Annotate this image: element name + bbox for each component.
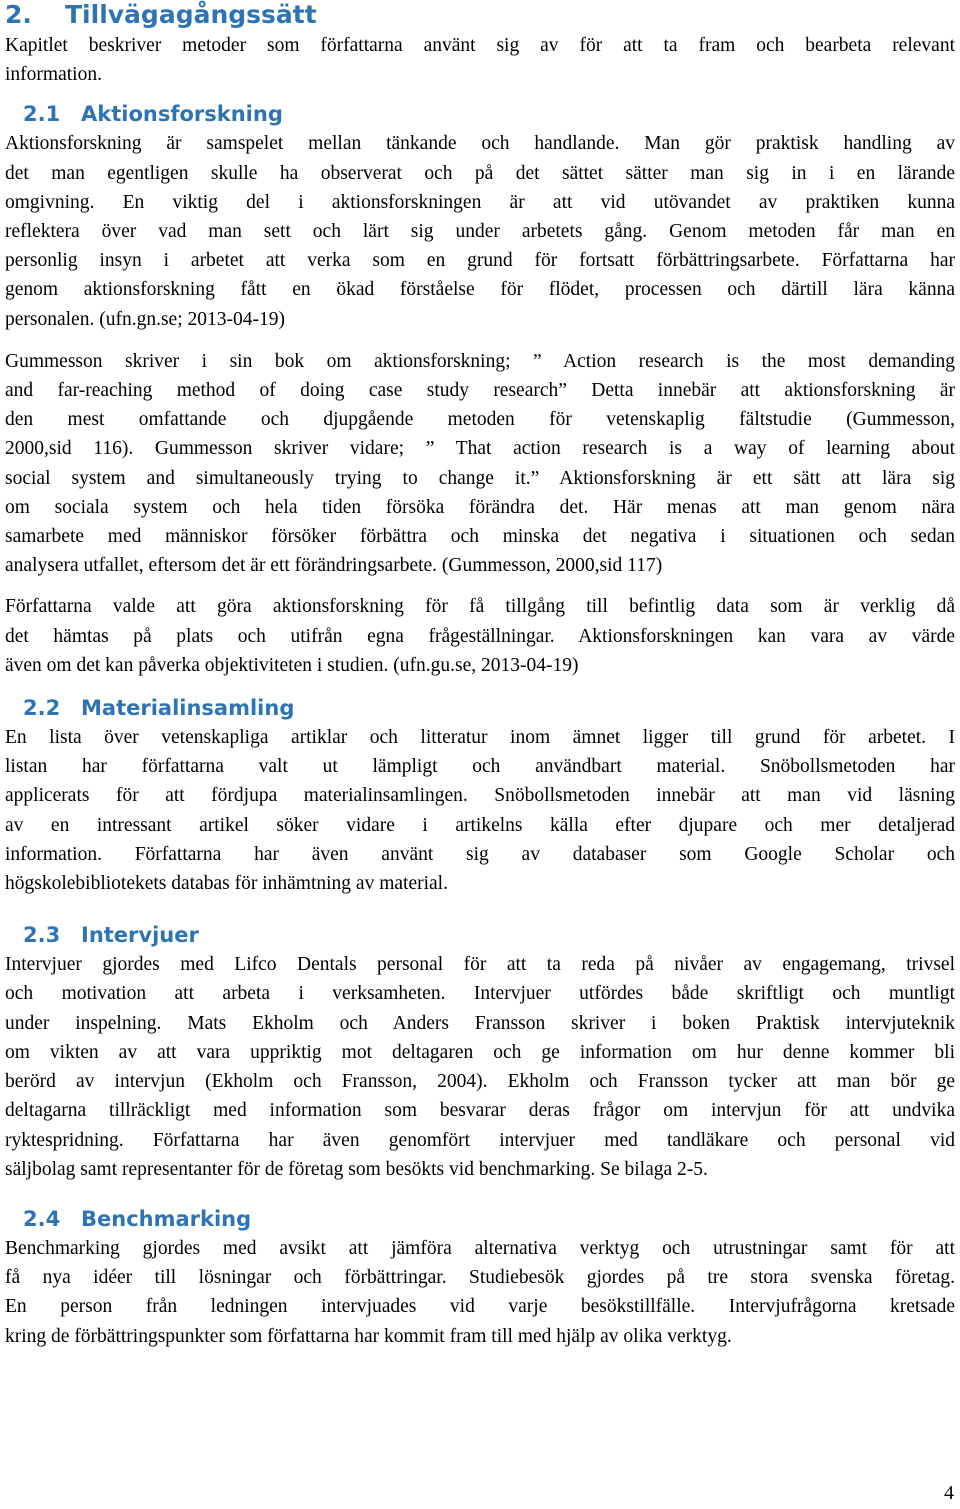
text-line: personalen. (ufn.gn.se; 2013-04-19) [5, 308, 285, 330]
paragraph [5, 723, 955, 898]
text-line: deltagarna tillräckligt med information som besvarar deras frågor om intervjun för att undvika [5, 1100, 955, 1122]
section-title: Benchmarking [81, 1206, 252, 1231]
text-line: information. Författarna har även använt sig av databaser som Google Scholar och [5, 843, 955, 865]
paragraph [5, 129, 955, 333]
text-line: om vikten av att vara uppriktig mot deltagaren och ge information om hur denne kommer bli [5, 1041, 955, 1063]
text-line: högskolebibliotekets databas för inhämtning av material. [5, 873, 448, 895]
paragraph [5, 347, 955, 581]
text-line: genom aktionsforskning fått en ökad förståelse för flödet, processen och därtill lära känna [5, 279, 955, 301]
section-heading-materialinsamling [5, 693, 955, 723]
text-line: and far-reaching method of doing case study research” Detta innebär att aktionsforskning är [5, 380, 955, 402]
document-page [5, 0, 955, 1351]
text-line: Kapitlet beskriver metoder som författarna använt sig av för att ta fram och bearbeta relevant [5, 35, 955, 56]
text-line: berörd av intervjun (Ekholm och Fransson, 2004). Ekholm och Fransson tycker att man bör ge [5, 1071, 955, 1093]
text-line: Författarna valde att göra aktionsforskning för få tillgång till befintlig data som är verklig då [5, 596, 955, 618]
text-line: få nya idéer till lösningar och förbättringar. Studiebesök gjordes på tre stora svenska företag. [5, 1267, 955, 1289]
section-heading-aktionsforskning [5, 99, 955, 129]
text-line: Aktionsforskning är samspelet mellan tänkande och handlande. Man gör praktisk handling av [5, 133, 955, 155]
text-line: En lista över vetenskapliga artiklar och litteratur inom ämnet ligger till grund för arbetet. I [5, 727, 955, 749]
text-line: under inspelning. Mats Ekholm och Anders Fransson skriver i boken Praktisk intervjuteknik [5, 1012, 955, 1034]
text-line: applicerats för att fördjupa materialinsamlingen. Snöbollsmetoden innebär att man vid läsning [5, 785, 955, 807]
text-line: av en intressant artikel söker vidare i artikelns källa efter djupare och mer detaljerad [5, 814, 955, 836]
text-line: personlig insyn i arbetet att verka som en grund för fortsatt förbättringsarbete. Författarna har [5, 250, 955, 272]
chapter-heading [5, 0, 955, 29]
text-line: reflektera över vad man sett och lärt sig under arbetets gång. Genom metoden får man en [5, 221, 955, 243]
paragraph [5, 950, 955, 1184]
section-title: Intervjuer [81, 923, 199, 948]
section-title: Aktionsforskning [81, 102, 283, 127]
intro-paragraph [5, 31, 955, 89]
text-line: om sociala system och hela tiden försöka förändra det. Här menas att man genom nära [5, 496, 955, 518]
text-line: ryktespridning. Författarna har även genomfört intervjuer med tandläkare och personal vid [5, 1129, 955, 1151]
text-line: den mest omfattande och djupgående metoden för vetenskaplig fältstudie (Gummesson, [5, 409, 955, 431]
section-heading-benchmarking [5, 1204, 955, 1234]
text-line: det man egentligen skulle ha observerat och på det sättet sätter man sig in i en lärande [5, 162, 955, 184]
text-line: Gummesson skriver i sin bok om aktionsforskning; ” Action research is the most demanding [5, 350, 955, 372]
text-line: omgivning. En viktig del i aktionsforskningen är att vid utövandet av praktiken kunna [5, 191, 955, 213]
text-line: information. [5, 64, 102, 86]
text-line: och motivation att arbeta i verksamheten. Intervjuer utfördes både skriftligt och muntligt [5, 983, 955, 1005]
text-line: samarbete med människor försöker förbättra och minska det negativa i situationen och sedan [5, 526, 955, 548]
section-number: 2.1 [23, 102, 61, 127]
paragraph [5, 592, 955, 680]
text-line: 2000,sid 116). Gummesson skriver vidare; ” That action research is a way of learning about [5, 438, 955, 460]
section-number: 2.4 [23, 1206, 61, 1231]
text-line: Intervjuer gjordes med Lifco Dentals personal för att ta reda på nivåer av engagemang, trivsel [5, 954, 955, 976]
section-number: 2.2 [23, 696, 61, 721]
section-number: 2.3 [23, 923, 61, 948]
text-line: social system and simultaneously trying to change it.” Aktionsforskning är ett sätt att lära sig [5, 467, 955, 489]
text-line: det hämtas på plats och utifrån egna frågeställningar. Aktionsforskningen kan vara av värde [5, 625, 955, 647]
text-line: kring de förbättringspunkter som författarna har kommit fram till med hjälp av olika verktyg. [5, 1325, 732, 1347]
text-line: säljbolag samt representanter för de företag som besökts vid benchmarking. Se bilaga 2-5. [5, 1158, 708, 1180]
text-line: Benchmarking gjordes med avsikt att jämföra alternativa verktyg och utrustningar samt för att [5, 1237, 955, 1259]
text-line: även om det kan påverka objektiviteten i studien. (ufn.gu.se, 2013-04-19) [5, 654, 579, 676]
chapter-number: 2. [5, 0, 32, 29]
text-line: analysera utfallet, eftersom det är ett förändringsarbete. (Gummesson, 2000,sid 117) [5, 555, 663, 577]
text-line: listan har författarna valt ut lämpligt och användbart material. Snöbollsmetoden har [5, 756, 955, 778]
text-line: En person från ledningen intervjuades vid varje besökstillfälle. Intervjufrågorna kretsade [5, 1296, 955, 1318]
page-number: 4 [944, 1482, 954, 1504]
section-title: Materialinsamling [81, 696, 295, 721]
paragraph [5, 1234, 955, 1351]
chapter-title: Tillvägagångssätt [65, 0, 317, 29]
section-heading-intervjuer [5, 920, 955, 950]
